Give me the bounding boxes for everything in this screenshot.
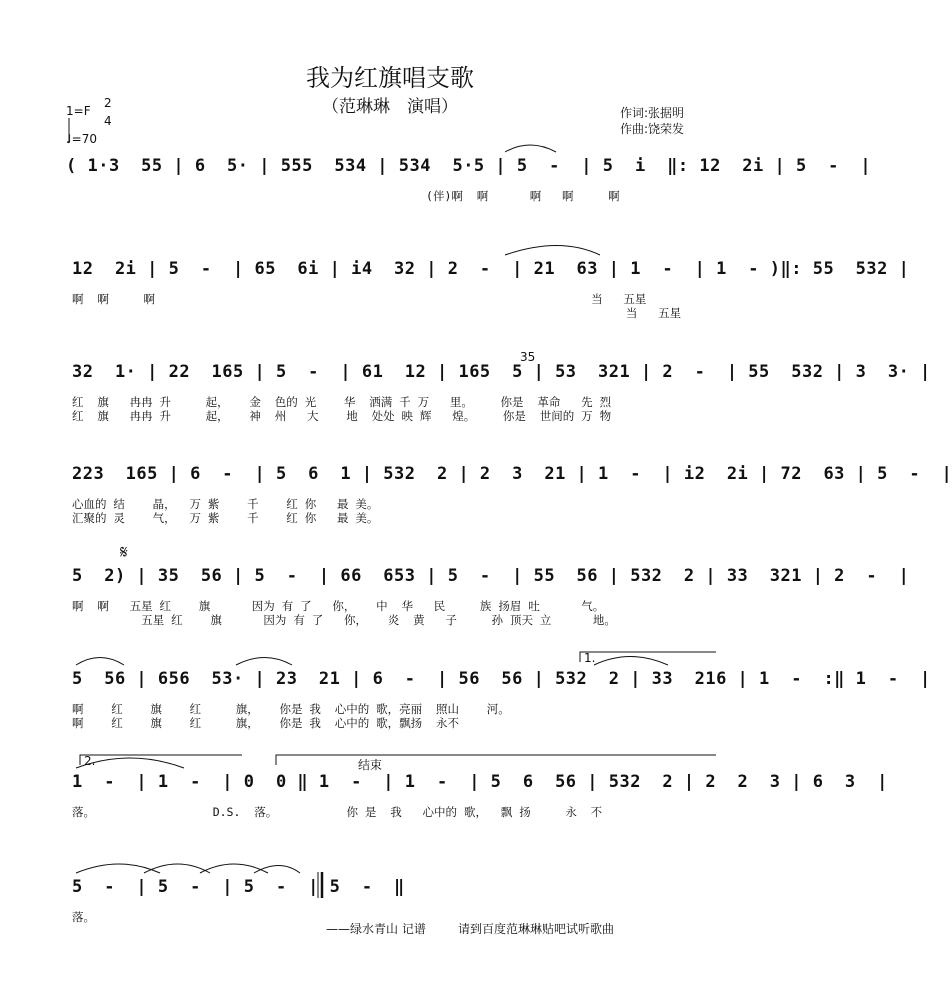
listen-note: 请到百度范琳琳贴吧试听歌曲	[458, 922, 615, 936]
song-title: 我为红旗唱支歌	[306, 64, 474, 92]
lyric-line-5b: 五星 红 旗 因为 有 了 你， 炎 黄 子 孙 顶天 立 地。	[72, 613, 616, 627]
lyric-line-6b: 啊 红 旗 红 旗， 你是 我 心中的 歌，飘扬 永不	[72, 716, 460, 730]
notation-line-8: 5 - | 5 - | 5 - | 5 - ‖	[72, 877, 405, 897]
time-signature-top: 2	[104, 96, 112, 110]
lyric-line-4a: 心血的 结 晶， 万 紫 千 红 你 最 美。	[72, 497, 379, 511]
lyric-line-6a: 啊 红 旗 红 旗， 你是 我 心中的 歌，亮丽 照山 河。	[72, 702, 510, 716]
lyric-line-5a: 啊 啊 五星 红 旗 因为 有 了 你， 中 华 民 族 扬眉 吐 气。	[72, 599, 605, 613]
coda-label: 结束	[358, 758, 383, 772]
composer-credit: 作曲:饶荣发	[620, 122, 685, 136]
segno-sign: 𝄋	[120, 542, 128, 563]
performer-subtitle: （范琳琳 演唱）	[322, 97, 458, 117]
key-signature: 1=F	[66, 104, 91, 118]
lyric-line-1a: (伴)啊 啊 啊 啊 啊	[66, 189, 620, 203]
notation-line-6: 5 56 | 656 53· | 23 21 | 6 - | 56 56 | 532 2 | 33 216 | 1 - :‖ 1 - |	[72, 669, 931, 689]
time-signature-bottom: 4	[104, 114, 112, 128]
notation-line-1: ( 1·3 55 | 6 5· | 555 534 | 534 5·5 | 5 - | 5 i ‖: 12 2i | 5 - |	[66, 156, 872, 176]
notation-line-7: 1 - | 1 - | 0 0 ‖ 1 - | 1 - | 5 6 56 | 532 2 | 2 2 3 | 6 3 |	[72, 772, 888, 792]
lyric-line-4b: 汇聚的 灵 气， 万 紫 千 红 你 最 美。	[72, 511, 379, 525]
lyric-line-2a: 啊 啊 啊 当 五星	[72, 292, 647, 306]
lyric-line-8a: 落。	[72, 910, 95, 924]
volta-one-small-mark: 35	[520, 350, 536, 364]
lyric-line-3a: 红 旗 冉冉 升 起， 金 色的 光 华 洒满 千 万 里。 你是 革命 先 烈	[72, 395, 612, 409]
volta-2-label: 2.	[84, 754, 96, 768]
notation-line-4: 223 165 | 6 - | 5 6 1 | 532 2 | 2 3 21 | 1 - | i2 2i | 72 63 | 5 - |	[72, 464, 952, 484]
lyricist-credit: 作词:张据明	[620, 106, 685, 120]
notation-line-5: 5 2) | 35 56 | 5 - | 66 653 | 5 - | 55 56 | 532 2 | 33 321 | 2 - |	[72, 566, 910, 586]
tempo-marking: ♩=70	[66, 132, 97, 146]
notation-line-3: 32 1· | 22 165 | 5 - | 61 12 | 165 5 | 53 321 | 2 - | 55 532 | 3 3· |	[72, 362, 931, 382]
lyric-line-2b: 当 五星	[72, 306, 682, 320]
lyric-line-7a: 落。 D.S. 落。 你 是 我 心中的 歌， 飘 扬 永 不	[72, 805, 603, 819]
volta-1-label: 1.	[584, 651, 596, 665]
transcriber-credit: ——绿水青山 记谱	[326, 922, 426, 936]
lyric-line-3b: 红 旗 冉冉 升 起， 神 州 大 地 处处 映 辉 煌。 你是 世间的 万 物	[72, 409, 612, 423]
notation-line-2: 12 2i | 5 - | 65 6i | i4 32 | 2 - | 21 63 | 1 - | 1 - )‖: 55 532 |	[72, 259, 910, 279]
